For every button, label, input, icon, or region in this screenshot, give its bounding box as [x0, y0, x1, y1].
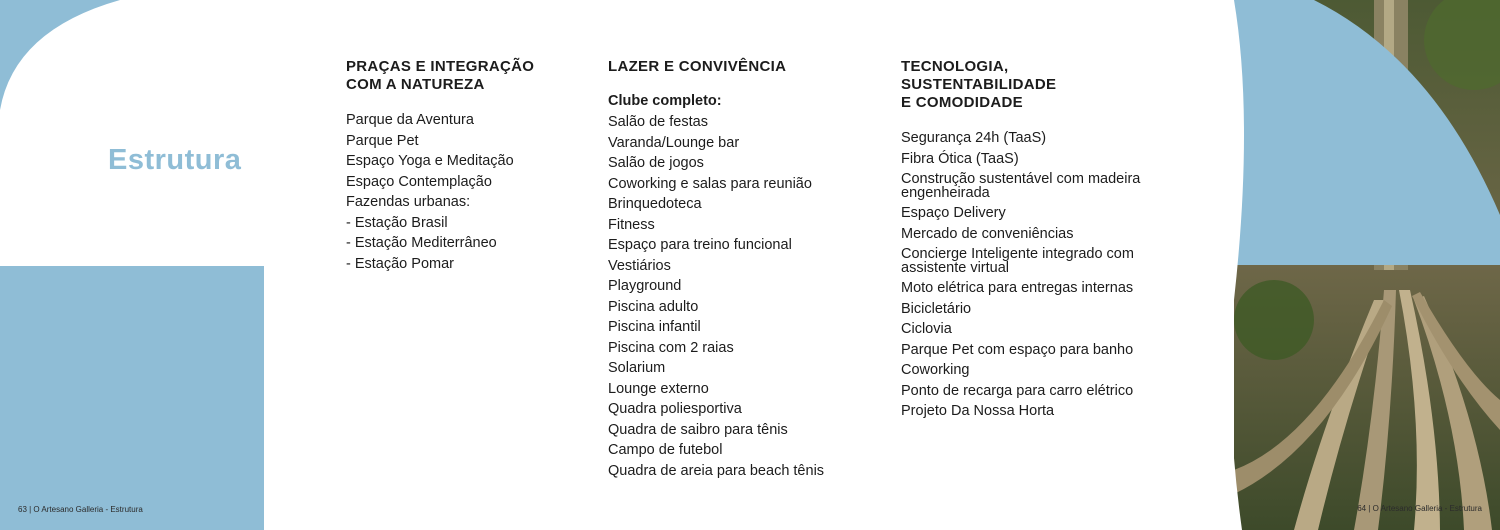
amenity-list: [608, 112, 878, 481]
list-item: Playground: [608, 278, 682, 294]
list-item: Lounge externo: [608, 380, 709, 397]
list-item: Quadra poliesportiva: [608, 401, 742, 417]
list-item: Ponto de recarga para carro elétrico: [901, 382, 1134, 399]
list-item: Coworking e salas para reunião: [608, 175, 812, 192]
list-item: Fazendas urbanas:: [346, 194, 471, 210]
list-item: Parque da Aventura: [346, 112, 474, 128]
list-item: Espaço Delivery: [901, 205, 1006, 221]
list-item: Salão de jogos: [608, 155, 704, 171]
list-item: Brinquedoteca: [608, 196, 702, 212]
list-item: - Estação Mediterrâneo: [346, 235, 497, 251]
column-tecnologia: [901, 58, 1151, 422]
list-item: Parque Pet: [346, 132, 419, 149]
column-heading: TECNOLOGIA, SUSTENTABILIDADE E COMODIDADE: [901, 58, 1057, 111]
list-item: Vestiários: [608, 257, 671, 274]
right-photo-panel: [1234, 0, 1500, 530]
list-item: Bicicletário: [901, 300, 972, 317]
column-pracas: [346, 58, 586, 274]
list-item: Parque Pet com espaço para banho: [901, 341, 1134, 358]
list-item: Espaço para treino funcional: [608, 237, 792, 253]
list-item: Construção sustentável com madeira engenheirada: [901, 171, 1141, 201]
list-item: Concierge Inteligente integrado com assistente virtual: [901, 246, 1134, 276]
list-item: Quadra de saibro para tênis: [608, 421, 788, 438]
list-item: Segurança 24h (TaaS): [901, 130, 1047, 146]
list-item: Quadra de areia para beach tênis: [608, 462, 825, 479]
left-arc-shape: [0, 0, 264, 530]
list-item: Fitness: [608, 216, 655, 233]
list-item: Piscina infantil: [608, 319, 701, 335]
page-footer-right: 64 | O Artesano Galleria - Estrutura: [1357, 504, 1482, 513]
list-item: Coworking: [901, 362, 970, 378]
column-lazer: [608, 58, 878, 481]
list-item: Piscina com 2 raias: [608, 339, 734, 356]
list-item: Espaço Yoga e Meditação: [346, 153, 514, 169]
list-item: Solarium: [608, 360, 666, 376]
page-footer-left: 63 | O Artesano Galleria - Estrutura: [18, 505, 143, 514]
list-item: Campo de futebol: [608, 442, 723, 458]
right-arc-shape: [1234, 0, 1500, 530]
list-item: Ciclovia: [901, 321, 952, 337]
list-item: Fibra Ótica (TaaS): [901, 150, 1019, 167]
list-item: Espaço Contemplação: [346, 173, 492, 190]
column-heading: LAZER E CONVIVÊNCIA: [608, 58, 787, 75]
page-title: Estrutura: [108, 144, 242, 176]
list-item: Varanda/Lounge bar: [608, 134, 740, 151]
amenity-list: [901, 128, 1151, 422]
list-item: Moto elétrica para entregas internas: [901, 280, 1134, 296]
list-item: - Estação Pomar: [346, 255, 454, 272]
column-heading: PRAÇAS E INTEGRAÇÃO COM A NATUREZA: [346, 58, 535, 93]
list-item: Mercado de conveniências: [901, 225, 1074, 242]
amenity-list: [346, 110, 586, 274]
list-item: Salão de festas: [608, 114, 708, 130]
list-item: Piscina adulto: [608, 298, 699, 315]
column-subheading: Clube completo:: [608, 93, 722, 109]
list-item: Projeto Da Nossa Horta: [901, 403, 1055, 419]
left-decor-panel: [0, 0, 264, 530]
list-item: - Estação Brasil: [346, 214, 448, 231]
